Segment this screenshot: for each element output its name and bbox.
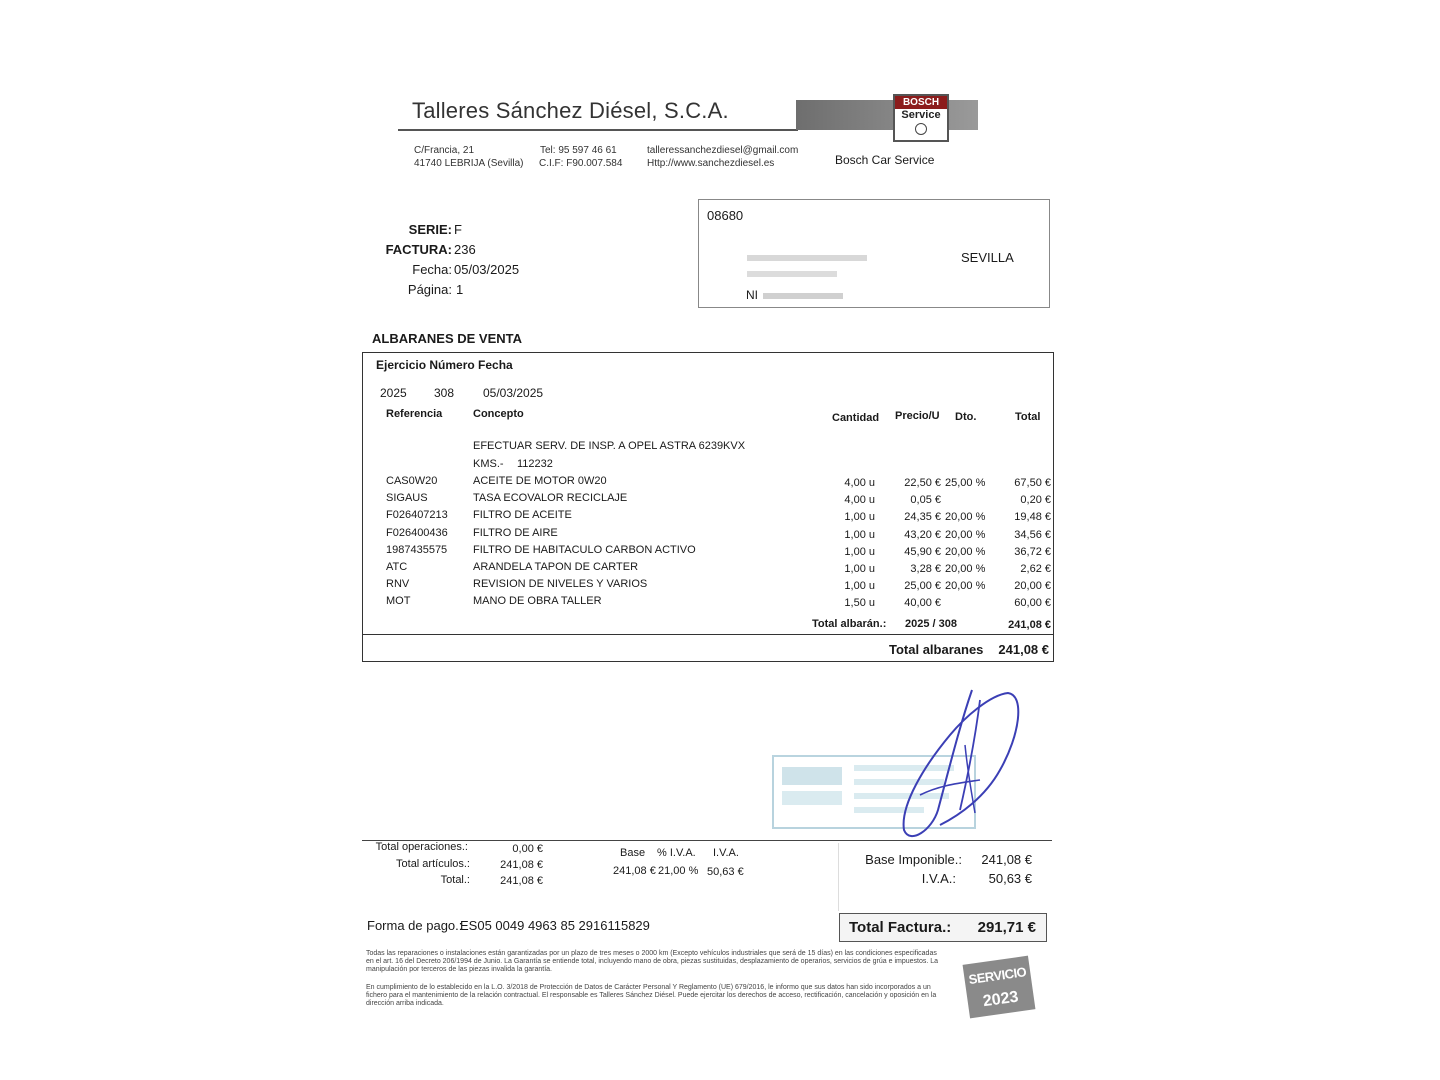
table-row [363, 492, 1055, 509]
cell-total: 0,20 € [1020, 494, 1051, 507]
col-cantidad: Cantidad [832, 412, 880, 424]
cell-dto: 20,00 % [945, 511, 986, 524]
signature [880, 685, 1030, 850]
cell-ref: ATC [386, 561, 408, 573]
service-award-badge [963, 956, 1036, 1019]
base-value: 241,08 € [613, 865, 656, 877]
factura-label: FACTURA: [385, 242, 452, 257]
cell-precio: 3,28 € [910, 563, 941, 575]
cell-total: 20,00 € [1014, 580, 1051, 593]
iva-value: 50,63 € [707, 866, 744, 878]
total-factura-box [839, 913, 1047, 942]
col-total: Total [1015, 411, 1041, 423]
cell-total: 60,00 € [1014, 597, 1051, 610]
intro-line: EFECTUAR SERV. DE INSP. A OPEL ASTRA 6239KVX [473, 440, 746, 452]
cell-precio: 43,20 € [904, 528, 941, 541]
payment-label: Forma de pago.: [367, 918, 463, 933]
cell-dto: 20,00 % [945, 528, 986, 541]
customer-code: 08680 [707, 208, 744, 223]
bosch-service-logo [893, 94, 949, 142]
cell-precio: 45,90 € [904, 545, 941, 558]
table-row [363, 475, 1055, 492]
email: talleressanchezdiesel@gmail.com [647, 145, 799, 156]
intro-kms-label: KMS.- [473, 458, 504, 470]
address-line2: 41740 LEBRIJA (Sevilla) [414, 158, 524, 169]
cell-cantidad: 4,00 u [844, 477, 875, 489]
cell-cantidad: 1,00 u [844, 528, 875, 541]
iva-pct-label: % I.V.A. [657, 847, 696, 859]
badge-year: 2023 [981, 988, 1020, 1011]
cell-concepto: FILTRO DE HABITACULO CARBON ACTIVO [473, 543, 696, 556]
total-albaran-label: Total albarán.: [812, 618, 887, 630]
customer-city: SEVILLA [961, 250, 1014, 265]
total-operaciones-value: 0,00 € [512, 843, 543, 855]
cell-dto: 25,00 % [945, 477, 986, 489]
pagina-label: Página: [407, 282, 452, 297]
table-row [363, 527, 1055, 544]
iva-total-value: 50,63 € [988, 871, 1032, 886]
base-imponible-label: Base Imponible.: [865, 852, 962, 867]
factura-value: 236 [454, 242, 476, 257]
col-referencia: Referencia [386, 408, 443, 420]
cell-cantidad: 1,00 u [844, 580, 875, 593]
website: Http://www.sanchezdiesel.es [647, 158, 775, 169]
col-dto: Dto. [955, 411, 977, 423]
stamp-logo [782, 791, 842, 805]
iva-total-label: I.V.A.: [921, 871, 956, 886]
albaran-header-label: Ejercicio Número Fecha [376, 358, 513, 372]
total-label: Total.: [440, 874, 470, 886]
cell-cantidad: 1,50 u [844, 597, 875, 610]
total-factura-value: 291,71 € [977, 919, 1036, 936]
total-rule [363, 634, 1053, 635]
cell-concepto: FILTRO DE AIRE [473, 526, 558, 539]
cell-ref: RNV [386, 578, 410, 591]
cell-concepto: REVISION DE NIVELES Y VARIOS [473, 578, 648, 591]
logo-brand: BOSCH [895, 96, 947, 109]
header-rule [398, 129, 798, 131]
table-row [363, 561, 1055, 578]
cell-ref: MOT [386, 595, 411, 608]
total-albaran-ref: 2025 / 308 [905, 618, 957, 630]
iva-label: I.V.A. [713, 847, 739, 859]
col-precio: Precio/U [895, 410, 940, 422]
redacted-block [763, 293, 843, 299]
cell-precio: 0,05 € [910, 494, 941, 507]
serie-value: F [454, 222, 462, 237]
logo-service: Service [901, 109, 941, 121]
albaran-fecha: 05/03/2025 [483, 386, 544, 400]
cell-concepto: TASA ECOVALOR RECICLAJE [473, 492, 628, 505]
total-factura-label: Total Factura.: [849, 919, 952, 936]
table-row [363, 595, 1055, 612]
total-operaciones-label: Total operaciones.: [375, 841, 468, 853]
albaran-box [362, 352, 1054, 662]
cell-concepto: FILTRO DE ACEITE [473, 509, 572, 522]
total-value: 241,08 € [500, 875, 543, 887]
cell-ref: 1987435575 [386, 543, 448, 556]
cell-concepto: ACEITE DE MOTOR 0W20 [473, 475, 607, 487]
stamp-logo [782, 767, 842, 785]
cell-total: 34,56 € [1014, 528, 1051, 541]
ejercicio-value: 2025 [380, 386, 407, 400]
address-line1: C/Francia, 21 [414, 145, 475, 156]
legal-warranty: Todas las reparaciones o instalaciones están garantizadas por un plazo de tres meses o 2000 km (Excepto vehículos industriales que será de 15 días) en las condiciones especificadas en el art. 16 del Decreto 206/1994 de Junio. La Garantía se entiende total, incluyendo mano de obra, piezas sustituidas, desplazamiento de operarios, servicios de grúa e impuestos. La manipulación por terceros de las piezas invalida la garantía. [366, 950, 939, 973]
badge-title: SERVICIO [967, 964, 1028, 988]
pagina-value: 1 [456, 282, 464, 297]
cell-total: 19,48 € [1014, 511, 1051, 524]
table-row [363, 578, 1055, 595]
phone: Tel: 95 597 46 61 [540, 145, 617, 156]
customer-box [698, 199, 1050, 308]
base-imponible-value: 241,08 € [981, 852, 1032, 867]
company-name: Talleres Sánchez Diésel, S.C.A. [412, 98, 729, 123]
intro-kms-value: 112232 [517, 458, 553, 470]
cell-ref: F026407213 [386, 509, 448, 522]
redacted-block [747, 255, 867, 261]
cell-ref: F026400436 [386, 526, 448, 539]
legal-privacy: En cumplimiento de lo establecido en la L.O. 3/2018 de Protección de Datos de Carácter Personal Y Reglamento (UE) 679/2016, le informo que sus datos han sido incorporados a un fichero para el mantenimiento de la relación contractual. El responsable es Talleres Sánchez Diésel. Puede ejercitar los derechos de acceso, rectificación, cancelación y oposición en la dirección arriba indicada. [366, 984, 937, 1007]
table-row [363, 509, 1055, 526]
table-row [363, 544, 1055, 561]
nif-label: NI [746, 288, 758, 302]
cell-precio: 22,50 € [904, 477, 941, 489]
cell-ref: CAS0W20 [386, 475, 438, 487]
payment-value: ES05 0049 4963 85 2916115829 [460, 918, 650, 933]
redacted-block [747, 271, 837, 277]
total-articulos-label: Total artículos.: [396, 858, 470, 870]
bosch-armature-icon [915, 123, 927, 135]
fecha-label: Fecha: [412, 262, 452, 277]
cell-concepto: MANO DE OBRA TALLER [473, 595, 602, 608]
fecha-value: 05/03/2025 [454, 262, 520, 277]
cell-ref: SIGAUS [386, 492, 428, 505]
cell-total: 67,50 € [1014, 477, 1051, 489]
total-albaran-value: 241,08 € [1008, 619, 1051, 631]
total-articulos-value: 241,08 € [500, 859, 543, 871]
serie-label: SERIE: [408, 222, 452, 237]
cell-precio: 24,35 € [904, 511, 941, 524]
cell-precio: 40,00 € [904, 597, 941, 610]
cell-total: 36,72 € [1014, 545, 1051, 558]
items-list [363, 475, 1053, 615]
cell-total: 2,62 € [1020, 563, 1051, 575]
cif: C.I.F: F90.007.584 [539, 158, 623, 169]
network-name: Bosch Car Service [835, 153, 935, 167]
cell-precio: 25,00 € [904, 580, 941, 593]
total-albaranes-label: Total albaranes [889, 642, 984, 657]
base-label: Base [620, 847, 646, 859]
cell-cantidad: 1,00 u [844, 563, 875, 575]
cell-dto: 20,00 % [945, 545, 986, 558]
col-concepto: Concepto [473, 408, 524, 420]
cell-dto: 20,00 % [945, 580, 986, 593]
iva-pct-value: 21,00 % [658, 865, 699, 877]
cell-dto: 20,00 % [945, 563, 986, 575]
logo-band [796, 100, 978, 130]
cell-cantidad: 1,00 u [844, 511, 875, 524]
cell-cantidad: 4,00 u [844, 494, 875, 507]
numero-value: 308 [434, 386, 455, 400]
total-albaranes-value: 241,08 € [998, 642, 1049, 657]
cell-cantidad: 1,00 u [844, 545, 875, 558]
section-title: ALBARANES DE VENTA [372, 331, 522, 346]
cell-concepto: ARANDELA TAPON DE CARTER [473, 561, 639, 573]
